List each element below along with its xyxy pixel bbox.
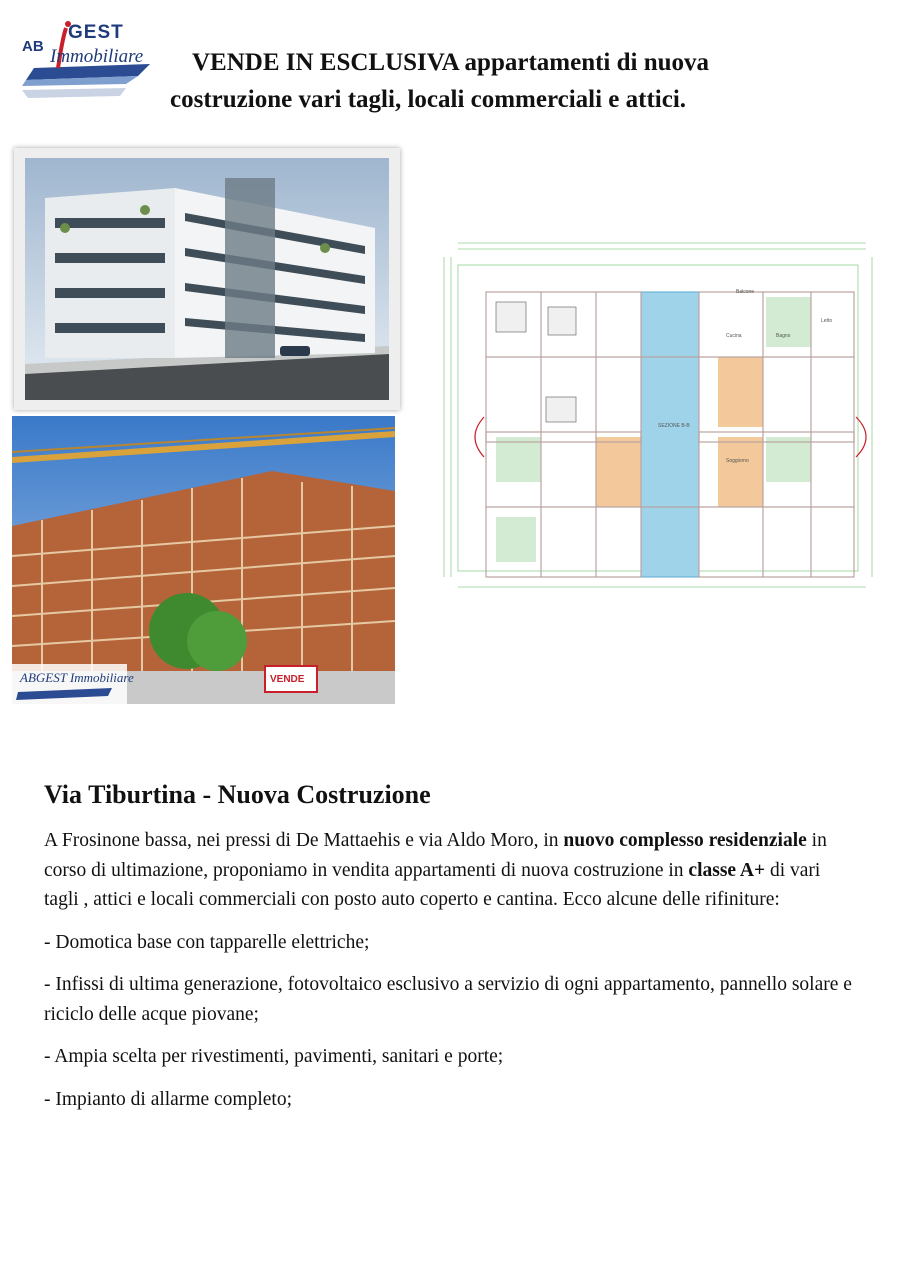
plan-label-balcony: Balcone: [736, 289, 755, 295]
plan-label-kitchen: Cucina: [726, 333, 742, 339]
plan-label-living: Soggiorno: [726, 458, 749, 464]
section-title: Via Tiburtina - Nuova Costruzione: [44, 780, 431, 809]
description: [44, 826, 856, 1127]
feature-item: - Ampia scelta per rivestimenti, pavimenti, sanitari e porte;: [44, 1046, 504, 1067]
feature-item: - Domotica base con tapparelle elettriche;: [44, 931, 370, 953]
intro-text-1: A Frosinone bassa, nei pressi di De Mattaehis e via Aldo Moro, in: [44, 830, 564, 851]
floor-plan: [436, 237, 882, 597]
plan-label-bath: Bagno: [776, 333, 791, 339]
intro-text-2: in corso di ultimazione, proponiamo in vendita appartamenti di nuova costruzione in: [44, 830, 827, 881]
logo-ab: AB: [22, 38, 44, 55]
intro-bold-2: classe A+: [688, 859, 766, 881]
headline-line2: costruzione vari tagli, locali commerciali e attici.: [170, 86, 687, 113]
intro-text-3: di vari tagli , attici e locali commerciali con posto auto coperto e cantina. Ecco alcune delle rifiniture:: [44, 859, 821, 910]
feature-item: - Impianto di allarme completo;: [44, 1088, 293, 1110]
vende-banner-text: VENDE: [270, 674, 305, 685]
building-rendering-photo: [14, 148, 400, 410]
intro-paragraph: [44, 826, 856, 915]
intro-bold-1: nuovo complesso residenziale: [563, 830, 807, 851]
logo-gest: GEST: [68, 22, 124, 43]
logo-immobiliare: Immobiliare: [50, 46, 144, 67]
agency-logo: [22, 20, 170, 112]
headline-bold: VENDE IN ESCLUSIVA: [192, 49, 459, 76]
feature-item: - Infissi di ultima generazione, fotovoltaico esclusivo a servizio di ogni appartamento, pannello solare e riciclo delle acque piovane;: [44, 974, 852, 1025]
headline: [170, 44, 890, 118]
construction-site-photo: [12, 416, 395, 704]
plan-section-label: SEZIONE B-B: [658, 423, 690, 429]
photo-watermark-logo: ABGEST Immobiliare: [20, 670, 134, 685]
headline-line1-rest: appartamenti di nuova: [458, 49, 710, 76]
plan-label-bedroom: Letto: [821, 318, 833, 324]
